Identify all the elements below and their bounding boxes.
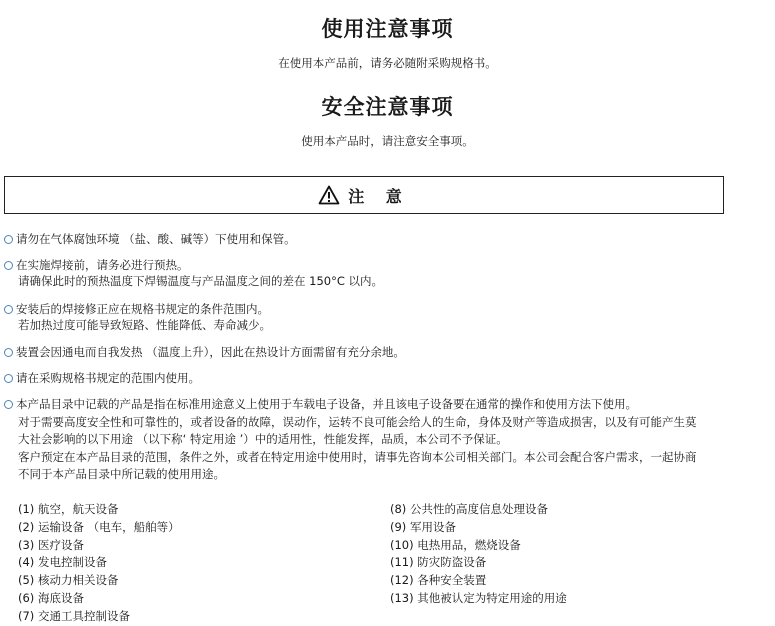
warning-triangle-icon — [318, 185, 340, 205]
precaution-text: 若加热过度可能导致短路、性能降低、寿命减少。 — [18, 318, 271, 332]
precaution-text: 在实施焊接前，请务必进行预热。 — [16, 258, 189, 272]
usage-precautions-heading: 使用注意事项 — [321, 17, 454, 41]
use-item: (5) 核动力相关设备 — [18, 573, 119, 588]
precaution-text: 请勿在气体腐蚀环境 （盐、酸、碱等）下使用和保管。 — [16, 232, 296, 246]
use-item: (3) 医疗设备 — [18, 537, 84, 552]
use-item: (9) 军用设备 — [390, 519, 456, 534]
specific-uses-list-left — [18, 501, 180, 626]
use-item: (6) 海底设备 — [18, 590, 84, 605]
use-item: (7) 交通工具控制设备 — [18, 608, 130, 623]
use-item: (8) 公共性的高度信息处理设备 — [390, 502, 548, 516]
use-item: (12) 各种安全装置 — [390, 573, 487, 588]
use-item: (11) 防灾防盗设备 — [390, 555, 487, 570]
usage-note: 在使用本产品前，请务必随附采购规格书。 — [278, 56, 497, 70]
specific-uses-list-right — [390, 501, 567, 608]
caution-title: 注 意 — [348, 186, 410, 206]
precaution-text: 装置会因通电而自我发热 （温度上升），因此在热设计方面需留有充分余地。 — [16, 345, 405, 359]
precaution-text: 大社会影响的以下用途 （以下称‘ 特定用途 ’）中的适用性，性能发挥，品质，本公司不予保证。 — [18, 432, 508, 446]
bullet-circle-icon — [4, 305, 13, 314]
precaution-item — [4, 257, 734, 289]
caution-banner — [4, 176, 724, 214]
bullet-circle-icon — [4, 374, 13, 383]
safety-note: 使用本产品时，请注意安全事项。 — [301, 134, 474, 148]
bullet-circle-icon — [4, 235, 13, 244]
use-item: (4) 发电控制设备 — [18, 555, 107, 570]
safety-precautions-heading: 安全注意事项 — [321, 95, 454, 119]
precaution-text: 安装后的焊接修正应在规格书规定的条件范围内。 — [16, 302, 269, 316]
precaution-item — [4, 301, 734, 333]
bullet-circle-icon — [4, 400, 13, 409]
bullet-circle-icon — [4, 261, 13, 270]
precaution-text: 请在采购规格书规定的范围内使用。 — [16, 371, 200, 385]
precaution-item — [4, 396, 734, 484]
precaution-text: 对于需要高度安全性和可靠性的，或者设备的故障，误动作，运转不良可能会给人的生命，身体及财产等造成损害，以及有可能产生莫 — [18, 414, 697, 429]
use-item: (13) 其他被认定为特定用途的用途 — [390, 590, 567, 605]
precaution-text: 本产品目录中记载的产品是指在标准用途意义上使用于车载电子设备，并且该电子设备要在通常的操作和使用方法下使用。 — [16, 397, 637, 411]
precaution-text: 请确保此时的预热温度下焊锡温度与产品温度之间的差在 150°C 以内。 — [18, 274, 384, 288]
use-item: (10) 电热用品，燃烧设备 — [390, 537, 521, 552]
precaution-item — [4, 344, 734, 360]
precaution-item — [4, 370, 734, 386]
use-item: (1) 航空，航天设备 — [18, 502, 119, 516]
precaution-item — [4, 231, 734, 247]
use-item: (2) 运输设备 （电车，船舶等） — [18, 519, 180, 534]
precaution-text: 客户预定在本产品目录的范围，条件之外，或者在特定用途中使用时，请事先咨询本公司相关部门。本公司会配合客户需求，一起协商 — [18, 449, 697, 464]
precaution-text: 不同于本产品目录中所记载的使用用途。 — [18, 467, 225, 481]
bullet-circle-icon — [4, 348, 13, 357]
